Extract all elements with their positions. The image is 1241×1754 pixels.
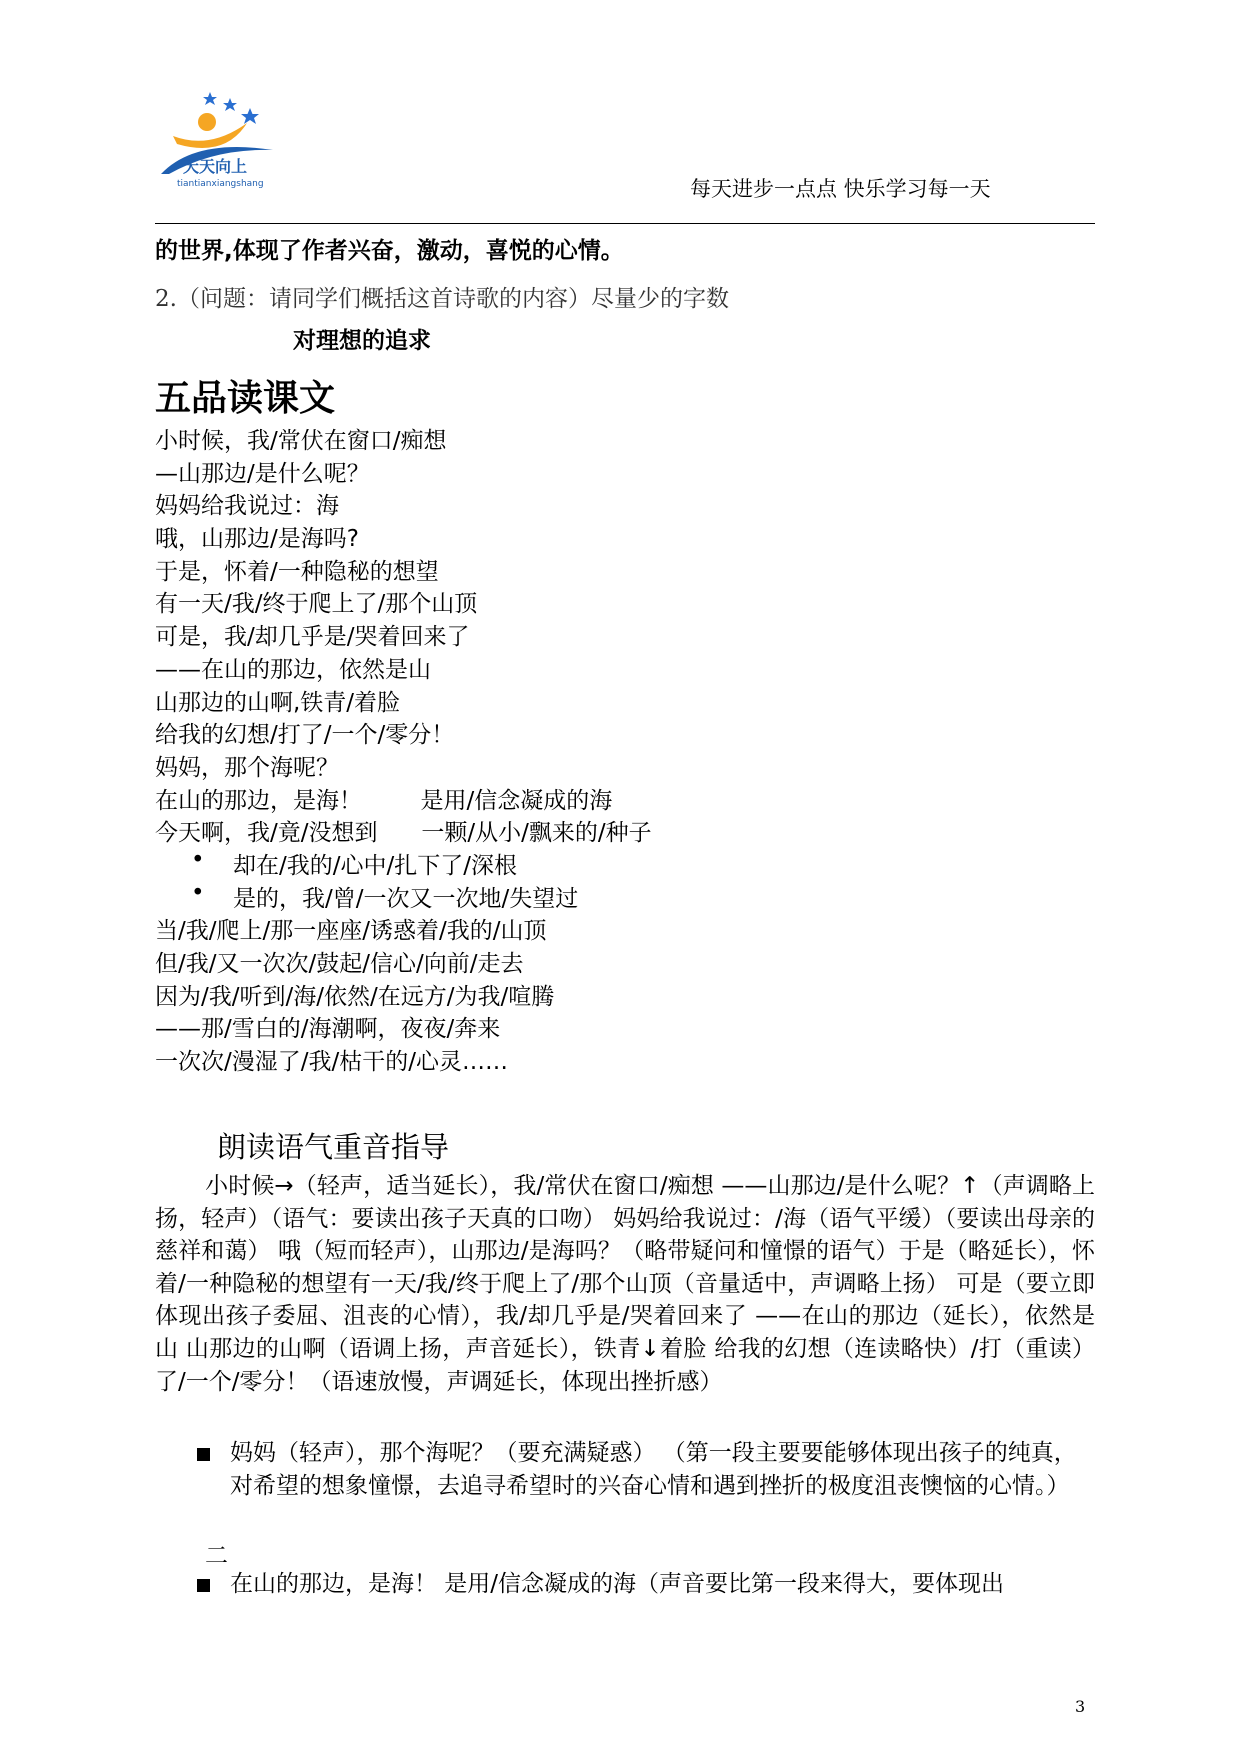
guidance-item: 妈妈（轻声），那个海呢？（要充满疑惑） （第一段主要要能够体现出孩子的纯真，对希望的想象憧憬，去追寻希望时的兴奋心情和遇到挫折的极度沮丧懊恼的心情。） bbox=[230, 1440, 1077, 1499]
star-icon bbox=[223, 98, 237, 111]
poem-line: 可是，我/却几乎是/哭着回来了 bbox=[155, 624, 470, 651]
guidance-item: 在山的那边，是海！ 是用/信念凝成的海（声音要比第一段来得大，要体现出 bbox=[230, 1571, 1005, 1597]
section-title: 五品读课文 bbox=[155, 378, 336, 419]
guidance-text: 小时候→（轻声，适当延长），我/常伏在窗口/痴想 ——山那边/是什么呢？↑（声调略上扬，轻声）（语气：要读出孩子天真的口吻） 妈妈给我说过：/海（语气平缓）（要读出母亲的慈祥和蔼） 哦（短而轻声），山那边/是海吗？（略带疑问和憧憬的语气）于是（略延长），怀着/一种隐秘的想望有一天/我/终于爬上了/那个山顶（音量适中，声调略上扬） 可是（要立即体现出孩子委屈、沮丧的心情），我/却几乎是/哭着回来了 ——在山的那边（延长），依然是山 山那边的山啊（语调上扬，声音延长），铁青↓着脸 给我的幻想（连读略快）/打（重读）了/一个/零分！（语速放慢，声调延长，体现出挫折感） bbox=[155, 1173, 1095, 1395]
poem-line: 妈妈，那个海呢？ bbox=[155, 754, 339, 781]
poem-line: ——在山的那边，依然是山 bbox=[155, 656, 431, 683]
poem-line: 因为/我/听到/海/依然/在远方/为我/喧腾 bbox=[155, 983, 555, 1010]
logo bbox=[155, 88, 305, 193]
guidance-paragraph bbox=[155, 1170, 1095, 1398]
paragraph-line: 的世界,体现了作者兴奋，激动，喜悦的心情。 bbox=[155, 238, 624, 264]
poem-line: 在山的那边，是海！ 是用/信念凝成的海 bbox=[155, 787, 613, 814]
logo-text-cn: 天天向上 bbox=[183, 157, 248, 176]
section-number: 二 bbox=[205, 1543, 228, 1569]
question-line: 2.（问题：请同学们概括这首诗歌的内容）尽量少的字数 bbox=[155, 286, 729, 312]
poem-line-bulleted: • 却在/我的/心中/扎下了/深根 bbox=[155, 847, 652, 880]
poem-line: 一次次/漫湿了/我/枯干的/心灵…… bbox=[155, 1049, 508, 1076]
square-bullet-icon bbox=[197, 1448, 210, 1461]
poem-line: ——那/雪白的/海潮啊，夜夜/奔来 bbox=[155, 1016, 501, 1043]
poem-line: 妈妈给我说过：海 bbox=[155, 493, 339, 520]
header-divider bbox=[155, 223, 1095, 224]
poem-line: 今天啊，我/竟/没想到 一颗/从小/飘来的/种子 bbox=[155, 820, 652, 847]
poem-lines bbox=[155, 422, 652, 1076]
header-motto: 每天进步一点点 快乐学习每一天 bbox=[690, 177, 991, 201]
poem-line-bulleted: • 是的，我/曾/一次又一次地/失望过 bbox=[155, 880, 652, 913]
star-icon bbox=[203, 92, 217, 105]
poem-line: 有一天/我/终于爬上了/那个山顶 bbox=[155, 591, 478, 618]
poem-line: 于是，怀着/一种隐秘的想望 bbox=[155, 558, 439, 585]
subsection-title: 朗读语气重音指导 bbox=[217, 1130, 450, 1164]
page-number: 3 bbox=[1075, 1697, 1086, 1716]
poem-line: 但/我/又一次次/鼓起/信心/向前/走去 bbox=[155, 951, 524, 977]
star-icon bbox=[241, 108, 259, 124]
poem-line: 山那边的山啊,铁青/着脸 bbox=[155, 689, 401, 716]
logo-graphic bbox=[155, 88, 305, 193]
logo-text-en: tiantianxiangshang bbox=[177, 179, 264, 189]
poem-line: 小时候，我/常伏在窗口/痴想 bbox=[155, 428, 447, 454]
poem-line: 当/我/爬上/那一座座/诱惑着/我的/山顶 bbox=[155, 918, 547, 945]
poem-line: 哦，山那边/是海吗? bbox=[155, 526, 359, 553]
answer-line: 对理想的追求 bbox=[293, 328, 431, 354]
poem-line: 给我的幻想/打了/一个/零分！ bbox=[155, 722, 455, 749]
poem-line: —山那边/是什么呢？ bbox=[155, 460, 370, 487]
square-bullet-icon bbox=[197, 1579, 210, 1592]
